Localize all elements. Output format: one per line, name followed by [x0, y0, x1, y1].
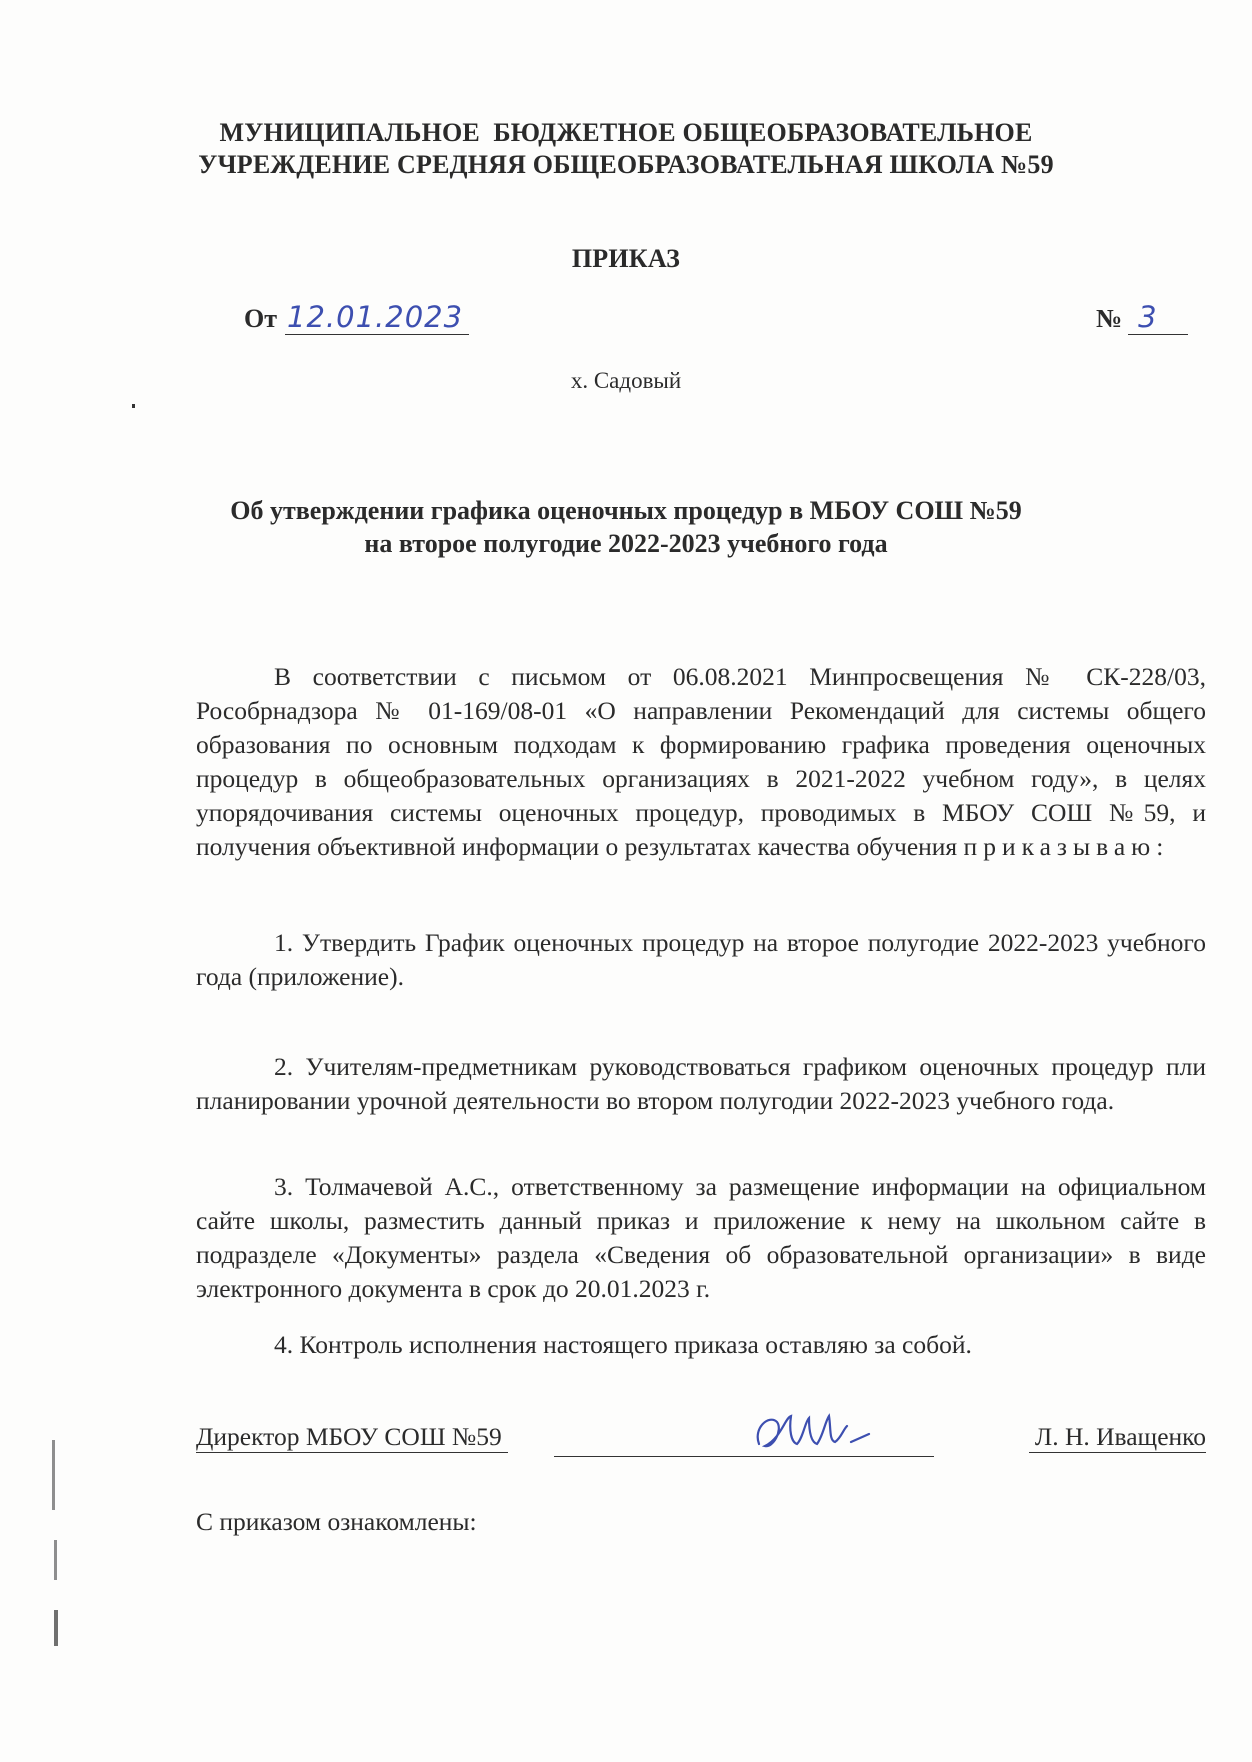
date-line [244, 300, 469, 335]
handwritten-signature [751, 1408, 891, 1465]
acknowledgement-label: С приказом ознакомлены: [196, 1507, 477, 1536]
org-name-line-2: УЧРЕЖДЕНИЕ СРЕДНЯЯ ОБЩЕОБРАЗОВАТЕЛЬНАЯ ШКОЛА №59 [198, 150, 1054, 179]
scan-mark [52, 1440, 55, 1510]
number-value: 3 [1128, 300, 1188, 335]
number-line [1096, 300, 1188, 335]
preamble-text: В соответствии с письмом от 06.08.2021 Минпросвещения № СК-228/03, Рособрнадзора № 01-169/08-01 «О направлении Рекомендаций для системы общего образования по основным подходам к формированию графика проведения оценочных процедур в общеобразовательных организациях в 2021-2022 учебном году», в целях упорядочивания системы оценочных процедур, проводимых в МБОУ СОШ №59, и получения объективной информации о результатах качества обучения [196, 662, 1206, 861]
scan-mark [54, 1540, 57, 1580]
order-item-3: 3. Толмачевой А.С., ответственному за размещение информации на официальном сайте школы, разместить данный приказ и приложение к нему на школьном сайте в подразделе «Документы» раздела «Сведения об образовательной организации» в виде электронного документа в срок до 20.01.2023 г. [196, 1172, 1206, 1303]
order-item-2: 2. Учителям-предметникам руководствоваться графиком оценочных процедур пли планировании урочной деятельности во втором полугодии 2022-2023 учебного года. [196, 1052, 1206, 1115]
number-prefix: № [1096, 304, 1123, 333]
scan-speck [132, 404, 135, 408]
date-value: 12.01.2023 [285, 300, 469, 335]
subject-line-1: Об утверждении графика оценочных процедур в МБОУ СОШ №59 [230, 496, 1022, 525]
document-title: ПРИКАЗ [571, 244, 681, 273]
order-item-4: 4. Контроль исполнения настоящего приказа оставляю за собой. [274, 1330, 972, 1359]
place-name: х. Садовый [570, 368, 682, 393]
signatory-name: Л. Н. Иващенко [1029, 1422, 1206, 1453]
org-name-line-1: МУНИЦИПАЛЬНОЕ БЮДЖЕТНОЕ ОБЩЕОБРАЗОВАТЕЛЬНОЕ [219, 118, 1033, 147]
scan-mark [54, 1610, 58, 1646]
preamble-paragraph [196, 660, 1206, 864]
order-word: приказываю: [963, 832, 1170, 861]
signature-row [196, 1422, 1206, 1462]
order-item-1: 1. Утвердить График оценочных процедур на второе полугодие 2022-2023 учебного года (приложение). [196, 928, 1206, 991]
signatory-position: Директор МБОУ СОШ №59 [196, 1422, 508, 1453]
subject-line-2: на второе полугодие 2022-2023 учебного года [364, 529, 888, 558]
date-prefix: От [244, 304, 277, 333]
